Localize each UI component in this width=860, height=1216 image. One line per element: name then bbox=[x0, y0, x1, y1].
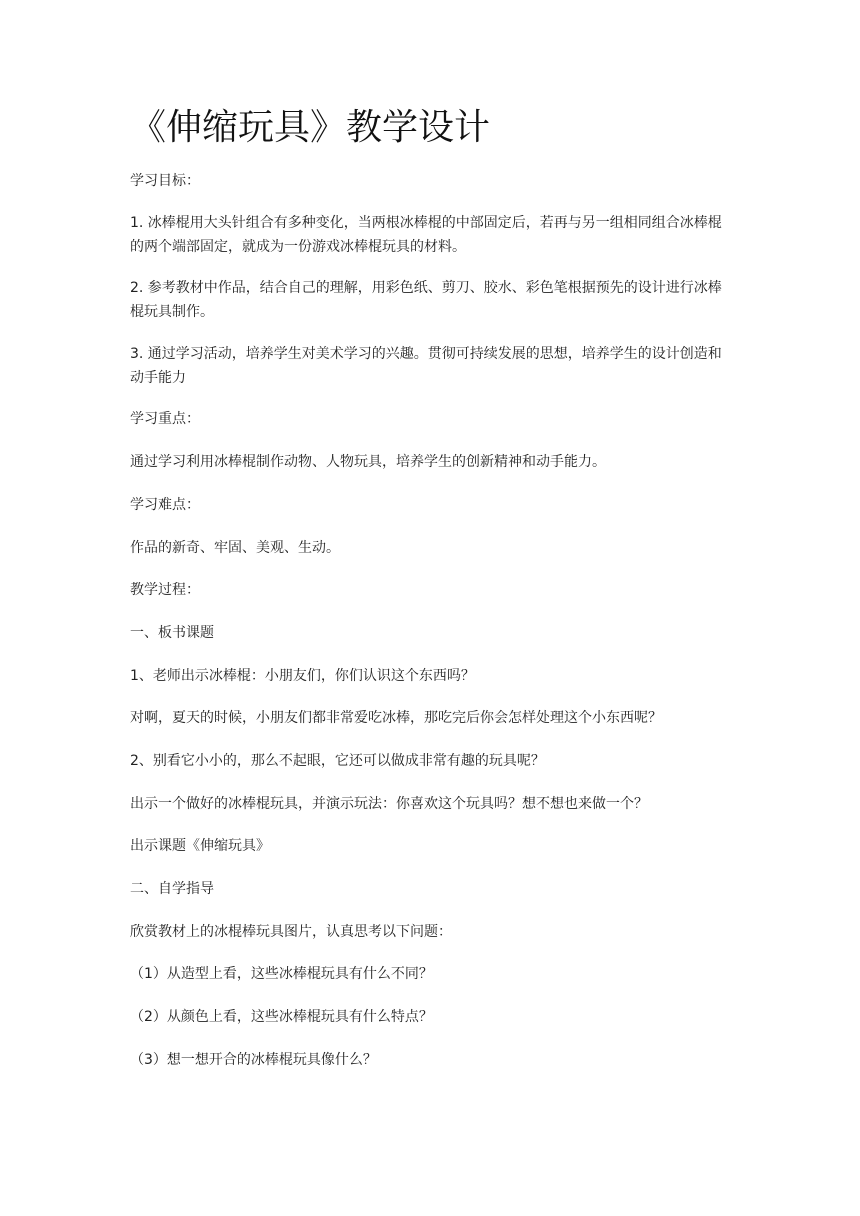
document-title: 《伸缩玩具》教学设计 bbox=[130, 107, 491, 148]
section-heading-key-points: 学习重点： bbox=[130, 411, 200, 427]
section-heading-difficulties: 学习难点： bbox=[130, 497, 200, 513]
key-points-text: 通过学习利用冰棒棍制作动物、人物玩具，培养学生的创新精神和动手能力。 bbox=[130, 454, 606, 470]
process-paragraph: 出示一个做好的冰棒棍玩具，并演示玩法：你喜欢这个玩具吗？想不想也来做一个？ bbox=[130, 796, 648, 812]
goal-item-3: 3. 通过学习活动，培养学生对美术学习的兴趣。贯彻可持续发展的思想，培养学生的设计创造和动手能力 bbox=[130, 346, 722, 386]
process-paragraph: 欣赏教材上的冰棍棒玩具图片，认真思考以下问题： bbox=[130, 924, 452, 940]
process-paragraph: 对啊，夏天的时候，小朋友们都非常爱吃冰棒，那吃完后你会怎样处理这个小东西呢？ bbox=[130, 710, 662, 726]
difficulties-text: 作品的新奇、牢固、美观、生动。 bbox=[130, 540, 340, 556]
process-paragraph: 出示课题《伸缩玩具》 bbox=[130, 838, 270, 854]
goal-item-2: 2. 参考教材中作品，结合自己的理解，用彩色纸、剪刀、胶水、彩色笔根据预先的设计进行冰棒棍玩具制作。 bbox=[130, 280, 722, 320]
section-heading-process: 教学过程： bbox=[130, 582, 200, 598]
question-item-1: （1）从造型上看，这些冰棒棍玩具有什么不同？ bbox=[130, 966, 433, 982]
question-item-2: （2）从颜色上看，这些冰棒棍玩具有什么特点？ bbox=[130, 1009, 433, 1025]
process-paragraph: 2、别看它小小的，那么不起眼，它还可以做成非常有趣的玩具呢？ bbox=[130, 753, 545, 769]
process-step-2-heading: 二、自学指导 bbox=[130, 881, 214, 897]
process-paragraph: 1、老师出示冰棒棍：小朋友们，你们认识这个东西吗？ bbox=[130, 668, 475, 684]
question-item-3: （3）想一想开合的冰棒棍玩具像什么？ bbox=[130, 1052, 377, 1068]
goal-item-1: 1. 冰棒棍用大头针组合有多种变化，当两根冰棒棍的中部固定后，若再与另一组相同组合冰棒棍的两个端部固定，就成为一份游戏冰棒棍玩具的材料。 bbox=[130, 215, 722, 255]
section-heading-learning-goals: 学习目标： bbox=[130, 173, 200, 189]
process-step-1-heading: 一、板书课题 bbox=[130, 625, 214, 641]
